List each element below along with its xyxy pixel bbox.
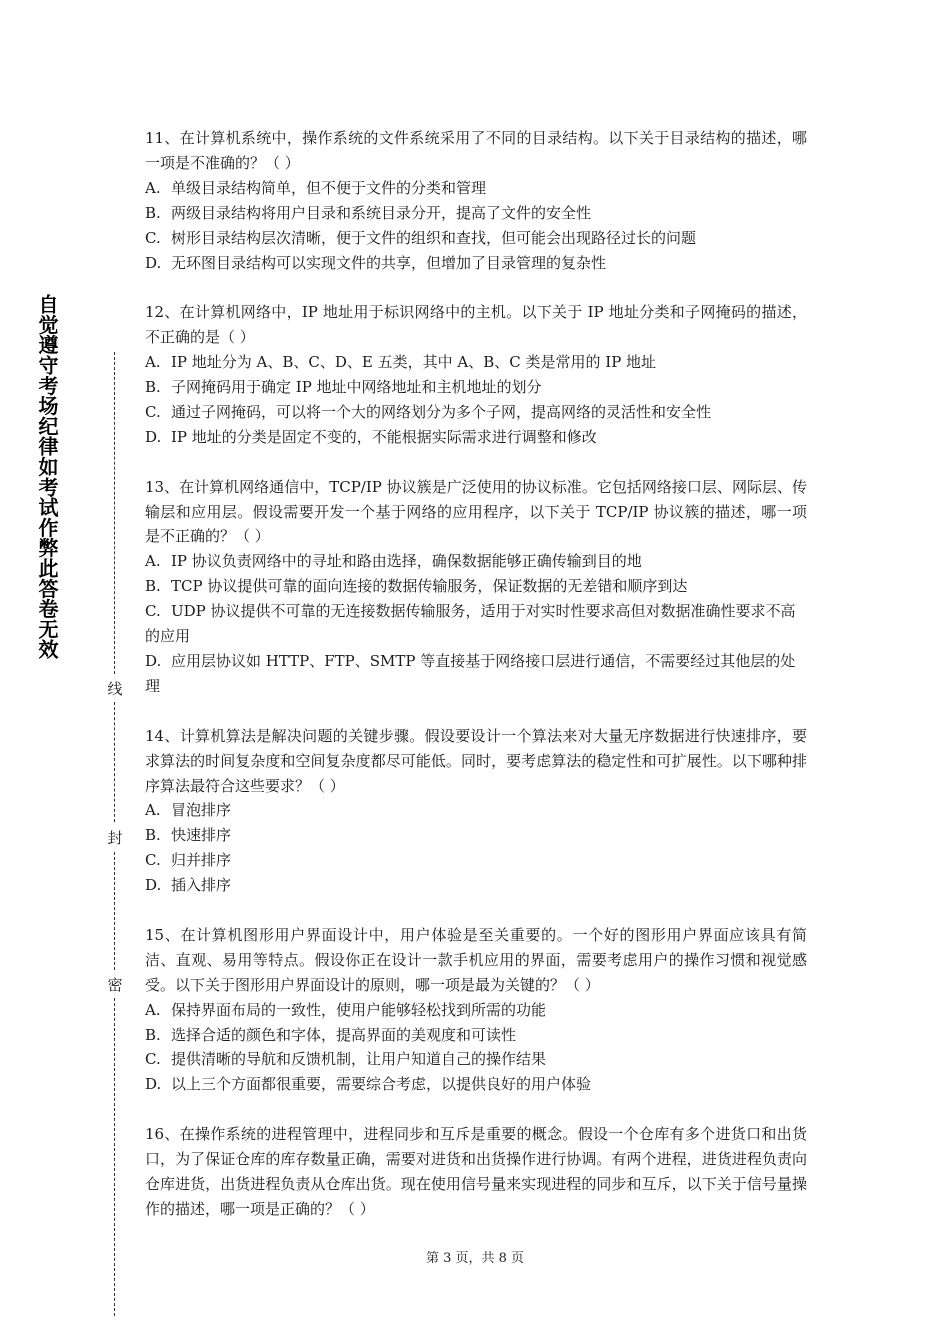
option-key: C. [145,402,161,421]
question-stem: 14、计算机算法是解决问题的关键步骤。假设要设计一个算法来对大量无序数据进行快速排序，要求算法的时间复杂度和空间复杂度都尽可能低。同时，要考虑算法的稳定性和可扩展性。以下哪种排序算法最符合这些要求？（ ） [145,726,807,795]
binding-line-segment [114,702,115,822]
option-text: 通过子网掩码，可以将一个大的网络划分为多个子网，提高网络的灵活性和安全性 [171,402,712,421]
option-item [145,998,807,1023]
option-text: TCP 协议提供可靠的面向连接的数据传输服务，保证数据的无差错和顺序到达 [171,577,688,596]
option-text: IP 地址分为 A、B、C、D、E 五类，其中 A、B、C 类是常用的 IP 地址 [171,353,657,372]
option-item [145,425,807,450]
option-key: D. [145,652,162,670]
option-item [145,649,807,699]
question-block [145,126,807,275]
option-text: 归并排序 [171,851,232,870]
option-item [145,873,807,898]
option-key: B. [145,1025,161,1044]
option-item [145,549,807,574]
option-text: 冒泡排序 [171,801,232,820]
option-text: 选择合适的颜色和字体，提高界面的美观度和可读性 [171,1025,517,1044]
option-item [145,400,807,425]
question-block [145,923,807,1097]
option-text: UDP 协议提供不可靠的无连接数据传输服务，适用于对实时性要求高但对数据准确性要求不高的应用 [145,602,796,646]
option-key: D. [145,253,162,272]
option-item [145,350,807,375]
option-key: D. [145,427,162,446]
option-item [145,1047,807,1072]
exam-discipline-notice: 自觉遵守考场纪律如考试作弊此答卷无效 [35,294,59,660]
option-item [145,1072,807,1097]
option-key: B. [145,826,161,845]
option-key: B. [145,577,161,596]
option-item [145,798,807,823]
option-text: 树形目录结构层次清晰，便于文件的组织和查找，但可能会出现路径过长的问题 [171,228,697,247]
option-text: 插入排序 [171,876,232,895]
option-item [145,201,807,226]
binding-mark-line: 线 [107,680,123,698]
question-list [145,126,807,1247]
option-key: B. [145,378,161,397]
option-key: C. [145,1050,161,1069]
option-item [145,375,807,400]
binding-line-segment [114,352,115,674]
option-item [145,574,807,599]
option-list [145,798,807,898]
binding-line-segment [114,998,115,1316]
option-key: A. [145,801,161,820]
option-text: 子网掩码用于确定 IP 地址中网络地址和主机地址的划分 [171,378,542,397]
question-stem: 12、在计算机网络中，IP 地址用于标识网络中的主机。以下关于 IP 地址分类和子网掩码的描述，不正确的是（ ） [145,303,807,347]
option-item [145,251,807,276]
option-key: B. [145,203,161,222]
question-stem: 16、在操作系统的进程管理中，进程同步和互斥是重要的概念。假设一个仓库有多个进货口和出货口，为了保证仓库的库存数量正确，需要对进货和出货操作进行协调。有两个进程，进货进程负责向仓库进货，出货进程负责从仓库出货。现在使用信号量来实现进程的同步和互斥，以下关于信号量操作的描述，哪一项是正确的？（ ） [145,1125,807,1218]
option-key: A. [145,353,161,372]
option-item [145,848,807,873]
option-key: C. [145,228,161,247]
option-text: 无环图目录结构可以实现文件的共享，但增加了目录管理的复杂性 [171,253,607,272]
option-text: 应用层协议如 HTTP、FTP、SMTP 等直接基于网络接口层进行通信，不需要经过其他层的处理 [145,652,796,695]
option-text: 两级目录结构将用户目录和系统目录分开，提高了文件的安全性 [171,203,592,222]
option-text: 以上三个方面都很重要，需要综合考虑，以提供良好的用户体验 [171,1075,592,1094]
option-key: A. [145,1000,161,1019]
option-list [145,350,807,450]
option-key: C. [145,602,161,621]
option-list [145,998,807,1098]
option-list [145,176,807,276]
option-text: 提供清晰的导航和反馈机制，让用户知道自己的操作结果 [171,1050,547,1069]
option-item [145,176,807,201]
binding-mark-seal: 封 [107,829,123,847]
option-item [145,823,807,848]
page-number: 第 3 页，共 8 页 [425,1251,525,1266]
option-item [145,226,807,251]
question-stem: 15、在计算机图形用户界面设计中，用户体验是至关重要的。一个好的图形用户界面应该具有简洁、直观、易用等特点。假设你正在设计一款手机应用的界面，需要考虑用户的操作习惯和视觉感受。以下关于图形用户界面设计的原则，哪一项是最为关键的？（ ） [145,925,807,994]
question-stem: 13、在计算机网络通信中，TCP/IP 协议簇是广泛使用的协议标准。它包括网络接口层、网际层、传输层和应用层。假设需要开发一个基于网络的应用程序，以下关于 TCP/IP 协议簇的描述，哪一项是不正确的？（ ） [145,477,807,546]
question-block [145,1122,807,1222]
option-text: IP 协议负责网络中的寻址和路由选择，确保数据能够正确传输到目的地 [171,552,642,571]
option-text: 单级目录结构简单，但不便于文件的分类和管理 [171,178,487,197]
option-item [145,1023,807,1048]
option-text: 快速排序 [171,826,232,845]
question-stem: 11、在计算机系统中，操作系统的文件系统采用了不同的目录结构。以下关于目录结构的描述，哪一项是不准确的？（ ） [145,129,807,172]
binding-line-segment [114,852,115,970]
binding-mark-secret: 密 [107,976,123,994]
question-block [145,300,807,449]
option-key: D. [145,876,162,895]
option-key: C. [145,851,161,870]
option-key: A. [145,552,161,571]
option-text: 保持界面布局的一致性，使用户能够轻松找到所需的功能 [171,1000,547,1019]
option-item [145,599,807,649]
option-key: A. [145,178,161,197]
option-text: IP 地址的分类是固定不变的，不能根据实际需求进行调整和修改 [171,427,597,446]
option-key: D. [145,1075,162,1094]
question-block [145,475,807,699]
question-block [145,724,807,898]
option-list [145,549,807,698]
